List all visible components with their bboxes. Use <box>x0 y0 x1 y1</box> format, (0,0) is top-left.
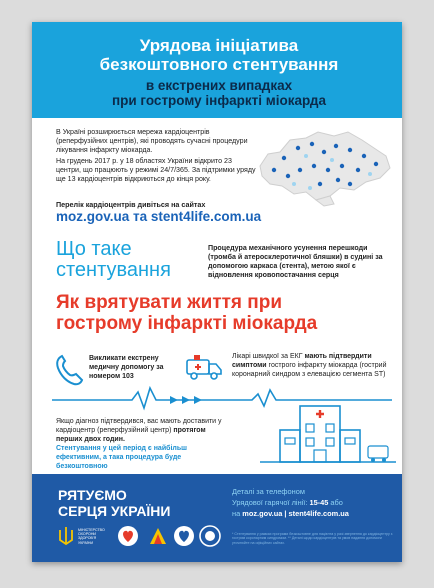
contacts-line-3 <box>232 508 392 519</box>
confirm-text-highlight: Стентування у цей період є найбільш ефективним, а така процедура буде безкоштовною <box>56 445 187 470</box>
step-call-text: Викликати екстрену медичну допомогу за номером 103 <box>89 355 164 380</box>
page-subtitle <box>54 78 384 108</box>
footer-banner <box>32 474 402 562</box>
slogan-line-1: РЯТУЄМО <box>58 487 127 503</box>
header-banner <box>32 22 402 118</box>
title-line-2: безкоштовного стентування <box>99 55 339 74</box>
hotline-label: Урядової гарячої лінії: <box>232 498 310 507</box>
hospital-icon <box>260 400 396 470</box>
heart-partner-logo-icon <box>172 524 196 548</box>
ekg-text-pre: Лікарі швидкої за ЕКГ <box>232 353 305 360</box>
ambulance-icon <box>184 352 224 382</box>
how-to-save-heading <box>56 292 317 334</box>
hotline-number[interactable]: 15-45 <box>309 498 329 507</box>
subtitle-line-1: в екстрених випадках <box>145 78 293 93</box>
ukraine-trident-icon <box>54 524 78 548</box>
intro-text <box>56 128 256 185</box>
confirm-text-bold: протягом перших двох годин. <box>56 427 206 443</box>
contacts-line-1: Деталі за телефоном <box>232 487 305 496</box>
ekg-text-bold: мають підтвердити симптоми <box>232 353 372 369</box>
contacts <box>232 486 392 519</box>
definition-term-line-2: стентування <box>56 259 171 281</box>
sites-prefix: на <box>232 509 243 518</box>
red-heart-logo-icon <box>116 524 140 548</box>
poster <box>32 22 402 562</box>
how-to-save-line-2: гострому інфаркті міокарда <box>56 313 318 334</box>
how-to-save-line-1: Як врятувати життя при <box>56 292 283 313</box>
step-confirm-text <box>56 417 224 471</box>
slogan <box>58 487 170 519</box>
phone-icon <box>54 352 84 386</box>
ukraine-map-icon <box>254 126 394 210</box>
colorful-partner-logo-icon <box>146 524 170 548</box>
sites-note: Перелік кардіоцентрів дивіться на сайтах <box>56 200 206 209</box>
definition-term <box>56 239 171 281</box>
sites-links[interactable]: moz.gov.ua та stent4life.com.ua <box>56 209 262 224</box>
subtitle-line-2: при гострому інфаркті міокарда <box>111 93 327 108</box>
slogan-line-2: СЕРЦЯ УКРАЇНИ <box>58 503 171 519</box>
ministry-logo-text: МІНІСТЕРСТВО ОХОРОНИ ЗДОРОВ'Я УКРАЇНИ <box>78 528 105 545</box>
contacts-line-2 <box>232 497 392 508</box>
intro-paragraph-1: В Україні розширюється мережа кардіоцентрів (реперфузійних центрів), які проводять сучасні процедури лікування інфаркту міокарда. <box>56 128 248 155</box>
intro-paragraph-2: На грудень 2017 р. у 18 областях України відкрито 23 центри, що працюють у режимі 24/7/365. За підтримки уряду ще 13 кардіоцентрів відкриються до кінця року. <box>56 156 256 184</box>
step-ekg-text <box>232 352 392 379</box>
page-title <box>54 36 384 74</box>
fine-print: * Стентування у рамках програми безкоштовне для пацієнта у разі звернення до кардіоцентру з гострим коронарним синдромом. ** Деталі щодо кардіоцентрів та умов надання допомоги уточнюйте на офіційних сайтах. <box>232 532 393 545</box>
footer-sites-links[interactable]: moz.gov.ua | stent4life.com.ua <box>242 509 349 518</box>
definition-text: Процедура механічного усунення перешкоди (тромба й атеросклеротичної бляшки) в судині за допомогою каркаса (стента), метою якої є відновлення кровопостачання серця <box>208 244 383 279</box>
partner-logos <box>54 524 214 552</box>
stent4life-logo-icon <box>198 524 222 548</box>
ekg-text-post: гострого інфаркту міокарда (гострий коронарний синдром з елевацією сегмента ST) <box>232 362 387 378</box>
hotline-suffix: або <box>328 498 343 507</box>
title-line-1: Урядова ініціатива <box>139 36 299 55</box>
confirm-text-pre: Якщо діагноз підтвердився, вас мають доставити у кардіоцентр (реперфузійний центр) <box>56 418 222 434</box>
definition-term-line-1: Що таке <box>56 238 132 260</box>
